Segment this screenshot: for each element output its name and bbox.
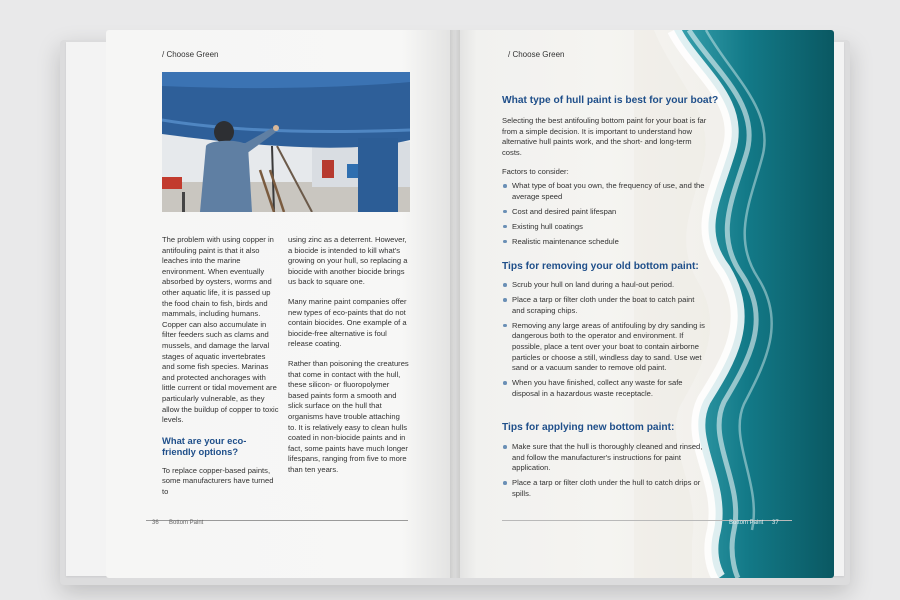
bullet-icon <box>503 184 507 188</box>
left-column-2 <box>288 235 410 484</box>
bullet-icon <box>503 210 507 214</box>
section-heading: Tips for removing your old bottom paint: <box>502 261 699 272</box>
bullet-icon <box>503 324 507 328</box>
body-paragraph: using zinc as a deterrent. However, a biocide is intended to kill what's growing on your hull, so replacing a biocide with another biocide brings us back to square one. <box>288 235 408 287</box>
body-paragraph: Selecting the best antifouling bottom paint for your boat is far from a simple decision. It is important to understand how alternative hull paints work, and the short- and long-term costs. <box>502 116 707 157</box>
factors-list <box>502 181 707 252</box>
left-column-1 <box>162 235 280 506</box>
book-gutter <box>450 30 460 578</box>
running-head: / Choose Green <box>162 50 219 59</box>
bullet-icon <box>503 298 507 302</box>
list-item: What type of boat you own, the frequency of use, and the average speed <box>502 181 707 202</box>
bullet-icon <box>503 445 507 449</box>
left-page <box>106 30 454 578</box>
boat-hull-illustration <box>162 72 410 212</box>
boat-hull-photo <box>162 72 410 212</box>
application-tips-list <box>502 442 707 504</box>
body-paragraph: Rather than poisoning the creatures that come in contact with the hull, these silicon- or fluoropolymer based paints form a smooth and slick surface on the hull that organisms have trouble attaching to. It is relatively easy to clean hulls coated in non-biocide paints and in fact, some paints have much longer lifespans, ranging from five to more than ten years. <box>288 358 409 474</box>
bullet-icon <box>503 225 507 229</box>
body-paragraph: Many marine paint companies offer new types of eco-paints that do not contain biocides. One example of a biocide-free alternative is foul release coating. <box>288 296 407 349</box>
right-page <box>454 30 834 578</box>
bullet-icon <box>503 283 507 287</box>
list-item: Make sure that the hull is thoroughly cleaned and rinsed, and follow the manufacturer's instructions for paint application. <box>502 442 707 474</box>
body-paragraph: To replace copper-based paints, some manufacturers have turned to <box>162 465 274 496</box>
bullet-icon <box>503 481 507 485</box>
factors-label: Factors to consider: <box>502 167 569 176</box>
footer-title: Bottom Paint <box>169 520 204 526</box>
list-item: Cost and desired paint lifespan <box>502 207 707 218</box>
section-heading: What type of hull paint is best for your boat? <box>502 95 719 106</box>
bullet-icon <box>503 381 507 385</box>
list-item: Place a tarp or filter cloth under the boat to catch paint and scraping chips. <box>502 295 707 316</box>
list-item: Place a tarp or filter cloth under the hull to catch drips or spills. <box>502 478 707 499</box>
section-heading: What are your eco-friendly options? <box>162 434 247 458</box>
page-number: 37 <box>772 520 779 526</box>
footer-title: Bottom Paint <box>729 520 764 526</box>
list-item: When you have finished, collect any waste for safe disposal in a hazardous waste receptacle. <box>502 378 707 399</box>
list-item: Existing hull coatings <box>502 222 707 233</box>
page-number: 36 <box>152 520 159 526</box>
list-item: Removing any large areas of antifouling by dry sanding is dangerous both to the operator and environment. If possible, place a tent over your boat to contain airborne particles or choose a still, windless day to sand. Use wet sand or a vacuum sander to remove old paint. <box>502 321 707 374</box>
running-head: / Choose Green <box>508 50 565 59</box>
removal-tips-list <box>502 280 707 404</box>
body-paragraph: The problem with using copper in antifouling paint is that it also leaches into the marine environment. When eventually absorbed by oysters, worms and other aquatic life, it is passed up the food chain to fish, birds and mammals, including humans. Copper can also accumulate in filter feeders such as clams and mussels, and damage the larval stages of aquatic invertebrates and some fish species. Marinas and protected anchorages with little current or tidal movement are particularly vulnerable, as they allow the buildup of copper to toxic levels. <box>162 235 279 425</box>
section-heading: Tips for applying new bottom paint: <box>502 422 675 433</box>
list-item: Scrub your hull on land during a haul-out period. <box>502 280 707 291</box>
bullet-icon <box>503 240 507 244</box>
list-item: Realistic maintenance schedule <box>502 237 707 248</box>
